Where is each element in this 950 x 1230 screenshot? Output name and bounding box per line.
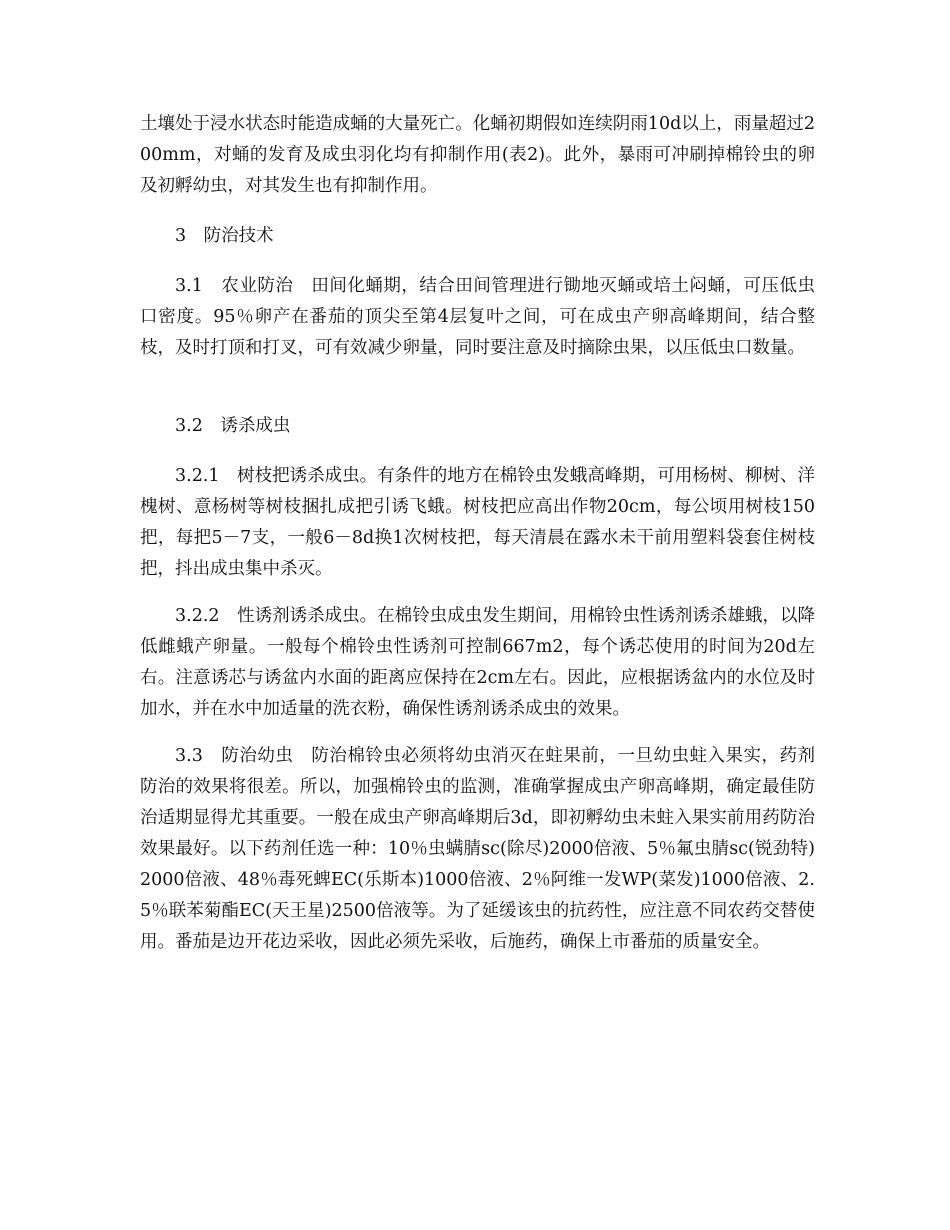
paragraph-3-1: 3.1 农业防治 田间化蛹期，结合田间管理进行锄地灭蛹或培土闷蛹，可压低虫口密度。95％卵产在番茄的顶尖至第4层复叶之间，可在成虫产卵高峰期间，结合整枝，及时打顶和打叉，可有效减少卵量，同时要注意及时摘除虫果，以压低虫口数量。 [140,276,815,358]
section-heading-3: 3 防治技术 [175,226,274,246]
paragraph-3-2-2: 3.2.2 性诱剂诱杀成虫。在棉铃虫成虫发生期间，用棉铃虫性诱剂诱杀雄蛾，以降低雌蛾产卵量。一般每个棉铃虫性诱剂可控制667m2，每个诱芯使用的时间为20d左右。注意诱芯与诱盆内水面的距离应保持在2cm左右。因此，应根据诱盆内的水位及时加水，并在水中加适量的洗衣粉，确保性诱剂诱杀成虫的效果。 [140,606,815,719]
paragraph-3-2-1: 3.2.1 树枝把诱杀成虫。有条件的地方在棉铃虫发蛾高峰期，可用杨树、柳树、洋槐树、意杨树等树枝捆扎成把引诱飞蛾。树枝把应高出作物20cm，每公顷用树枝150把，每把5－7支，一般6－8d换1次树枝把，每天清晨在露水未干前用塑料袋套住树枝把，抖出成虫集中杀灭。 [140,466,815,579]
paragraph-3-3: 3.3 防治幼虫 防治棉铃虫必须将幼虫消灭在蛀果前，一旦幼虫蛀入果实，药剂防治的效果将很差。所以，加强棉铃虫的监测，准确掌握成虫产卵高峰期，确定最佳防治适期显得尤其重要。一般在成虫产卵高峰期后3d，即初孵幼虫未蛀入果实前用药防治效果最好。以下药剂任选一种：10％虫螨腈sc(除尽)2000倍液、5％氟虫腈sc(锐劲特)2000倍液、48％毒死蜱EC(乐斯本)1000倍液、2％阿维一发WP(菜发)1000倍液、2.5％联苯菊酯EC(天王星)2500倍液等。为了延缓该虫的抗药性，应注意不同农药交替使用。番茄是边开花边采收，因此必须先采收，后施药，确保上市番茄的质量安全。 [140,746,815,952]
section-heading-3-2: 3.2 诱杀成虫 [175,416,291,436]
paragraph-continuation: 土壤处于浸水状态时能造成蛹的大量死亡。化蛹初期假如连续阴雨10d以上，雨量超过200mm，对蛹的发育及成虫羽化均有抑制作用(表2)。此外，暴雨可冲刷掉棉铃虫的卵及初孵幼虫，对其发生也有抑制作用。 [140,114,815,196]
